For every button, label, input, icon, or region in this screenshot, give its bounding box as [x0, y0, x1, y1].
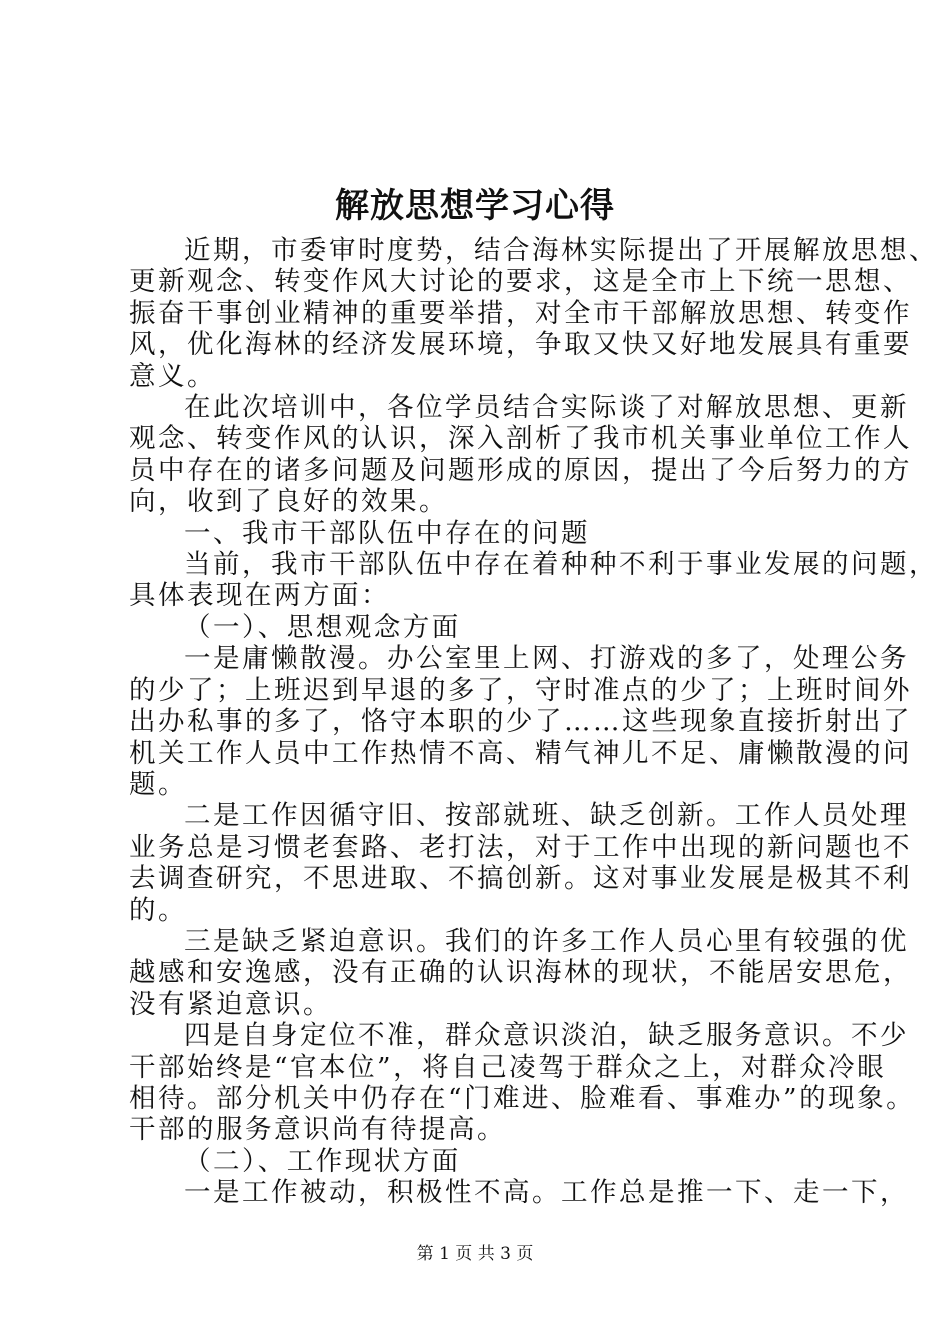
text-line: 的少了；上班迟到早退的多了，守时准点的少了；上班时间外 [129, 674, 912, 706]
text-line: 没有紧迫意识。 [129, 988, 332, 1020]
text-line: 风，优化海林的经济发展环境，争取又快又好地发展具有重要 [129, 329, 912, 361]
text-line: 三是缺乏紧迫意识。我们的许多工作人员心里有较强的优 [184, 925, 909, 957]
text-line: 观念、转变作风的认识，深入剖析了我市机关事业单位工作人 [129, 423, 912, 455]
text-line: 出办私事的多了，恪守本职的少了……这些现象直接折射出了 [129, 706, 912, 738]
text-line: 的。 [129, 894, 187, 926]
text-line: 更新观念、转变作风大讨论的要求，这是全市上下统一思想、 [129, 266, 912, 298]
text-line: 相待。部分机关中仍存在“门难进、脸难看、事难办”的现象。 [129, 1082, 916, 1114]
text-line: 当前，我市干部队伍中存在着种种不利于事业发展的问题， [184, 549, 938, 581]
text-line: 具体表现在两方面： [129, 580, 390, 612]
text-line: 二是工作因循守旧、按部就班、缺乏创新。工作人员处理 [184, 800, 909, 832]
document-body [129, 235, 938, 1209]
text-line: 员中存在的诸多问题及问题形成的原因，提出了今后努力的方 [129, 454, 912, 486]
text-line: 在此次培训中，各位学员结合实际谈了对解放思想、更新 [184, 392, 909, 424]
text-line: 一是庸懒散漫。办公室里上网、打游戏的多了，处理公务 [184, 643, 909, 675]
section-heading: 一、我市干部队伍中存在的问题 [184, 517, 590, 549]
text-line: 去调查研究，不思进取、不搞创新。这对事业发展是极其不利 [129, 863, 912, 895]
text-line: 题。 [129, 768, 187, 800]
text-line: 近期，市委审时度势，结合海林实际提出了开展解放思想、 [184, 235, 938, 266]
text-line: 意义。 [129, 360, 216, 392]
text-line: 向，收到了良好的效果。 [129, 486, 448, 518]
text-line: 四是自身定位不准，群众意识淡泊，缺乏服务意识。不少 [184, 1020, 909, 1052]
text-line: 一是工作被动，积极性不高。工作总是推一下、走一下， [184, 1177, 909, 1209]
document-title: 解放思想学习心得 [335, 186, 615, 226]
subsection-heading: （二）、工作现状方面 [184, 1145, 461, 1177]
text-line: 干部的服务意识尚有待提高。 [129, 1114, 506, 1146]
page-number-footer: 第 1 页 共 3 页 [416, 1244, 534, 1264]
subsection-heading: （一）、思想观念方面 [184, 611, 461, 643]
text-line: 机关工作人员中工作热情不高、精气神儿不足、庸懒散漫的问 [129, 737, 912, 769]
text-line: 业务总是习惯老套路、老打法，对于工作中出现的新问题也不 [129, 831, 912, 863]
text-line: 越感和安逸感，没有正确的认识海林的现状，不能居安思危， [129, 957, 912, 989]
text-line: 干部始终是“官本位”，将自己凌驾于群众之上，对群众冷眼 [129, 1051, 887, 1083]
text-line: 振奋干事创业精神的重要举措，对全市干部解放思想、转变作 [129, 297, 912, 329]
